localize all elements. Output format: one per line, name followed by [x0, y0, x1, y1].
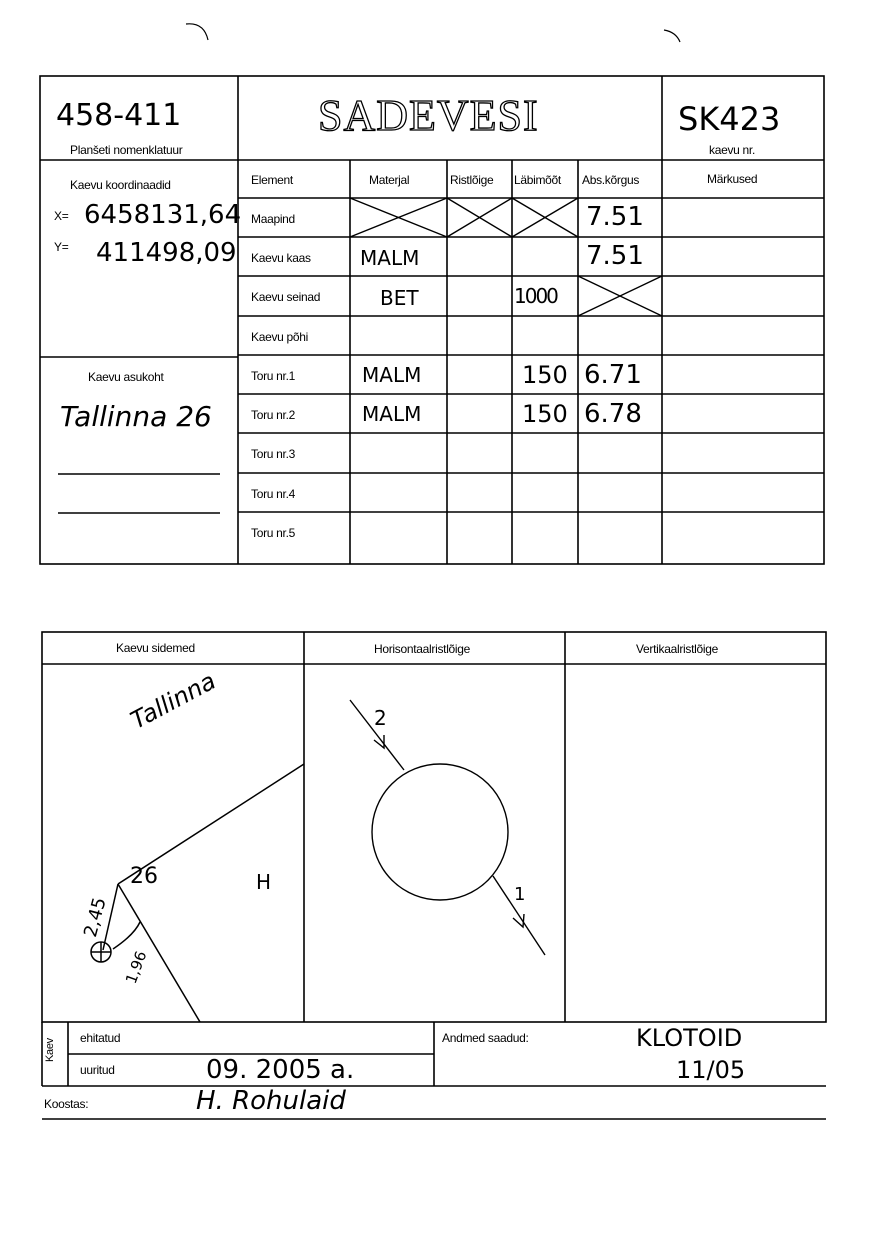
table-header-material: Materjal: [369, 173, 410, 187]
distance-2: 1,96: [122, 948, 151, 987]
table-row-label: Kaevu seinad: [251, 290, 321, 304]
table-cell-diameter: 150: [522, 361, 568, 389]
table-header-diameter: Läbimõõt: [514, 173, 561, 187]
house-number: 26: [130, 864, 158, 889]
location-label: Kaevu asukoht: [88, 370, 164, 384]
table-row-label: Toru nr.2: [251, 408, 295, 422]
table-row-label: Toru nr.3: [251, 447, 295, 461]
ties-header: Kaevu sidemed: [116, 641, 195, 655]
table-cell-material: MALM: [360, 246, 420, 270]
table-row-label: Maapind: [251, 212, 295, 226]
data-from-label: Andmed saadud:: [442, 1031, 529, 1045]
coordinates-label: Kaevu koordinaadid: [70, 178, 171, 192]
punch-mark-right: [664, 30, 680, 42]
well-symbol-icon: [91, 942, 111, 962]
x-value: 6458131,64: [84, 200, 242, 230]
table-cell-height: 7.51: [586, 202, 644, 232]
table-header-remarks: Märkused: [707, 172, 758, 186]
data-from-value: KLOTOID: [636, 1024, 743, 1052]
table-header-element: Element: [251, 173, 293, 187]
well-circle: [372, 764, 508, 900]
table-row-label: Toru nr.1: [251, 369, 295, 383]
house-letter: H: [256, 870, 272, 894]
street-name: Tallinna: [126, 666, 221, 735]
form-title: SADEVESI: [318, 91, 539, 140]
table-row-label: Toru nr.4: [251, 487, 295, 501]
well-number-value: SK423: [678, 100, 781, 138]
sheet-nomenclature-label: Planšeti nomenklatuur: [70, 143, 183, 157]
table-row-label: Kaevu kaas: [251, 251, 311, 265]
table-row-label: Toru nr.5: [251, 526, 295, 540]
compiled-label: Koostas:: [44, 1097, 89, 1111]
pipe-1-number: 1: [514, 884, 526, 905]
horizontal-section-drawing: [350, 700, 545, 955]
table-cell-height: 7.51: [586, 241, 644, 271]
table-header-abs-height: Abs.kõrgus: [582, 173, 640, 187]
table-cell-diameter: 150: [522, 400, 568, 428]
horizontal-section-header: Horisontaalristlõige: [374, 642, 471, 656]
data-from-date: 11/05: [676, 1056, 746, 1084]
table-cell-material: MALM: [362, 402, 422, 426]
surveyed-label: uuritud: [80, 1063, 115, 1077]
table-cell-diameter: 1000: [514, 284, 557, 308]
punch-mark-left: [186, 24, 208, 40]
table-cell-height: 6.78: [584, 399, 642, 429]
x-label: X=: [54, 209, 69, 223]
y-label: Y=: [54, 240, 69, 254]
y-value: 411498,09: [96, 238, 237, 268]
built-label: ehitatud: [80, 1031, 121, 1045]
surveyed-value: 09. 2005 a.: [206, 1055, 355, 1085]
distance-1: 2,45: [80, 895, 111, 940]
sheet-nomenclature-value: 458-411: [56, 98, 182, 133]
vertical-section-header: Vertikaalristlõige: [636, 642, 718, 656]
table-cell-material: MALM: [362, 363, 422, 387]
well-label: Kaev: [44, 1038, 56, 1062]
table-row-label: Kaevu põhi: [251, 330, 309, 344]
table-cell-height: 6.71: [584, 360, 642, 390]
table-cell-material: BET: [380, 286, 419, 310]
pipe-2-number: 2: [374, 706, 387, 730]
compiled-value: H. Rohulaid: [196, 1086, 346, 1116]
well-number-label: kaevu nr.: [709, 143, 755, 157]
table-header-cross-section: Ristlõige: [450, 173, 494, 187]
location-value: Tallinna 26: [60, 400, 212, 433]
